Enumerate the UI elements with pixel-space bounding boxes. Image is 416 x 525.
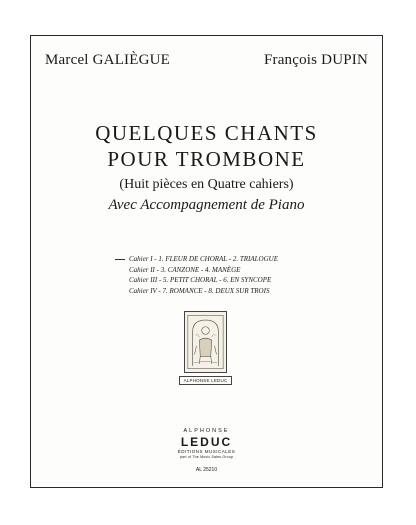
publisher-emblem — [184, 311, 227, 373]
publisher-line-4: part of The Music Sales Group — [179, 455, 234, 459]
accompaniment-line: Avec Accompagnement de Piano — [108, 197, 305, 213]
subtitle: (Huit pièces en Quatre cahiers) — [119, 177, 294, 192]
emblem-illustration-icon — [185, 312, 226, 372]
title-line-1: QUELQUES CHANTS — [95, 121, 318, 145]
publisher-line-1: ALPHONSE — [183, 428, 230, 434]
composer-left: Marcel GALIÈGUE — [45, 52, 171, 68]
title-line-2: POUR TROMBONE — [107, 147, 306, 171]
catalog-number: AL 25210 — [195, 467, 218, 473]
publisher-line-3: ÉDITIONS MUSICALES — [177, 449, 236, 454]
emblem-label: ALPHONSE LEDUC — [179, 376, 232, 385]
cahier-item: Cahier IV - 7. ROMANCE - 8. DEUX SUR TROIS — [129, 286, 270, 295]
cover-frame — [30, 35, 383, 488]
selected-marker — [115, 259, 125, 260]
composer-right: François DUPIN — [263, 52, 368, 68]
cahier-item: Cahier III - 5. PETIT CHORAL - 6. EN SYNCOPE — [129, 276, 272, 284]
publisher-name: LEDUC — [180, 435, 233, 449]
cahier-item: Cahier I - 1. FLEUR DE CHORAL - 2. TRIALOGUE — [129, 255, 279, 263]
cahier-item: Cahier II - 3. CANZONE - 4. MANÈGE — [129, 265, 241, 274]
cahier-list — [129, 254, 278, 296]
